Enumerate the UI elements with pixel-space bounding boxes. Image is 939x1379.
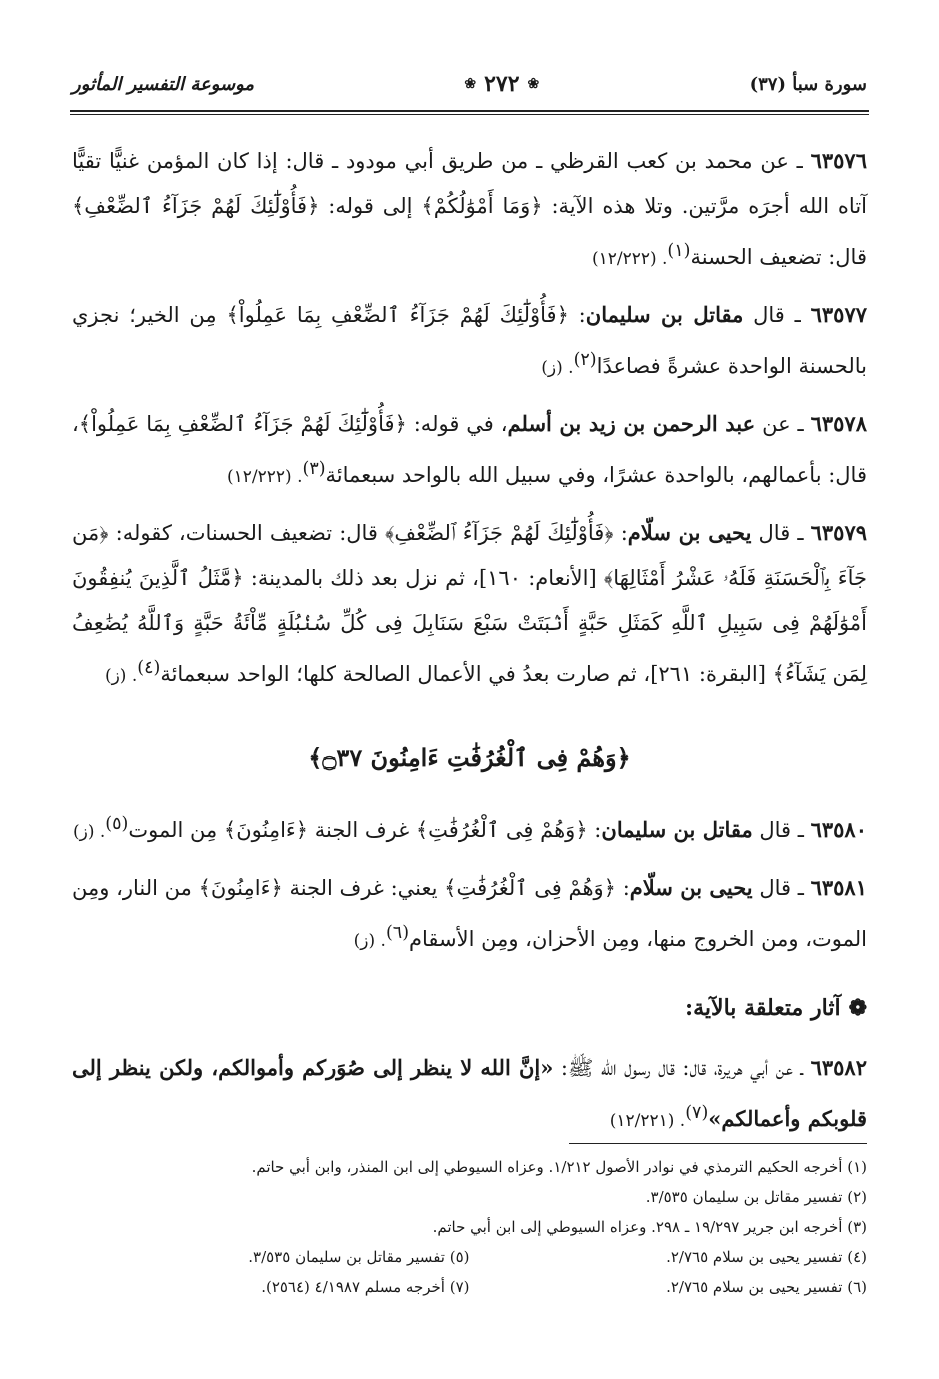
cross-reference: . (ز) bbox=[541, 358, 574, 378]
narration-text: : ﴿وَهُمْ فِى ٱلْغُرُفَٰتِ﴾ يعني: غرف الجنة ﴿ءَامِنُونَ﴾ من النار، ومِن الموت، ومن الخروج منها، ومِن الأحزان، ومِن الأسقام bbox=[72, 876, 867, 951]
footnote-marker: (٣) bbox=[302, 459, 326, 479]
narration-63577 bbox=[72, 292, 867, 391]
footnote-1: (١) أخرجه الحكيم الترمذي في نوادر الأصول ١/٢١٢. وعزاه السيوطي إلى ابن المنذر، وابن أبي حاتم. bbox=[251, 1158, 867, 1176]
footnote-5: (٥) تفسير مقاتل بن سليمان ٣/٥٣٥. bbox=[248, 1248, 470, 1266]
narration-63582 bbox=[72, 1045, 867, 1144]
narration-prefix: ـ قال bbox=[752, 818, 811, 842]
narration-number: ٦٣٥٧٧ bbox=[810, 302, 868, 327]
narration-63576 bbox=[72, 138, 867, 282]
narration-text: : ﴿فَأُوْلَٰٓئِكَ لَهُمْ جَزَآءُ ٱلضِّعْفِ بِمَا عَمِلُواْ﴾ مِن الخير؛ نجزي بالحسنة الواحدة عشرةً فصاعدًا bbox=[72, 303, 867, 378]
narration-63578 bbox=[72, 401, 867, 500]
narration-prefix: ـ قال bbox=[752, 876, 811, 900]
narration-63581 bbox=[72, 865, 867, 964]
footnote-row bbox=[72, 1272, 867, 1302]
main-text bbox=[72, 138, 867, 1154]
narration-text: : ﴿فَأُوْلَٰٓئِكَ لَهُمْ جَزَآءُ ٱلضِّعْفِ﴾ قال: تضعيف الحسنات، كقوله: ﴿مَن جَآءَ بِٱلْحَسَنَةِ فَلَهُۥ عَشْرُ أَمْثَالِهَا﴾ [الأنعام: ١٦٠]، ثم نزل بعد ذلك بالمدينة: ﴿مَّثَلُ ٱلَّذِينَ يُنفِقُونَ أَمْوَٰلَهُمْ فِى سَبِيلِ ٱللَّهِ كَمَثَلِ حَبَّةٍ أَنۢبَتَتْ سَبْعَ سَنَابِلَ فِى كُلِّ سُنۢبُلَةٍ مِّاْئَةُ حَبَّةٍ وَٱللَّهُ يُضَٰعِفُ لِمَن يَشَآءُ﴾ [البقرة: ٢٦١]، ثم صارت بعدُ في الأعمال الصالحة كلها؛ الواحد سبعمائة bbox=[72, 521, 867, 686]
ornament-icon: ❀ bbox=[527, 76, 540, 92]
section-heading-text: آثار متعلقة بالآية: bbox=[685, 995, 841, 1021]
cross-reference: . (١٢/٢٢٢) bbox=[227, 467, 303, 487]
ornament-icon: ❀ bbox=[464, 76, 477, 92]
cross-reference: . (ز) bbox=[73, 822, 106, 842]
footnote-marker: (٥) bbox=[105, 814, 129, 834]
narration-number: ٦٣٥٧٦ bbox=[810, 148, 867, 173]
hadith-text: «إنَّ الله لا ينظر إلى صُوَركم وأموالكم، ولكن ينظر إلى قلوبكم وأعمالكم» bbox=[72, 1055, 867, 1131]
footnotes bbox=[72, 1152, 867, 1302]
narration-text: ـ عن محمد بن كعب القرظي ـ من طريق أبي مودود ـ قال: إذا كان المؤمن غنيًّا تقيًّا آتاه الله أجرَه مرَّتين. وتلا هذه الآية: ﴿وَمَا أَمْوَٰلُكُمْ﴾ إلى قوله: ﴿فَأُوْلَٰٓئِكَ لَهُمْ جَزَآءُ ٱلضِّعْفِ﴾ قال: تضعيف الحسنة bbox=[72, 149, 867, 269]
header-rule bbox=[70, 110, 869, 115]
footnote-marker: (٤) bbox=[137, 658, 161, 678]
narration-number: ٦٣٥٧٨ bbox=[810, 411, 867, 436]
footnote-separator bbox=[569, 1143, 867, 1144]
page-number: ٢٧٢ bbox=[484, 71, 520, 97]
footnote-marker: (١) bbox=[667, 241, 691, 261]
footnote-marker: (٦) bbox=[385, 923, 410, 943]
narration-text: : ﴿وَهُمْ فِى ٱلْغُرُفَٰتِ﴾ غرف الجنة ﴿ءَامِنُونَ﴾ مِن الموت bbox=[128, 818, 602, 842]
narration-prefix: ـ عن bbox=[755, 412, 811, 436]
narrator-name: يحيى بن سلّام bbox=[629, 875, 753, 900]
narration-text: ـ عن أبي هريرة، قال: قال رسول الله ﷺ: bbox=[553, 1056, 811, 1080]
footnote-7: (٧) أخرجه مسلم ٤/١٩٨٧ (٢٥٦٤). bbox=[261, 1278, 470, 1296]
page-number-group bbox=[464, 71, 539, 97]
book-title: موسوعة التفسير المأثور bbox=[72, 73, 255, 95]
narration-number: ٦٣٥٧٩ bbox=[810, 520, 868, 545]
footnote-2: (٢) تفسير مقاتل بن سليمان ٣/٥٣٥. bbox=[645, 1188, 867, 1206]
flower-ornament-icon: ❁ bbox=[848, 995, 867, 1021]
footnote-marker: (٧) bbox=[685, 1103, 709, 1123]
footnote-marker: (٢) bbox=[573, 350, 597, 370]
narrator-name: يحيى بن سلّام bbox=[627, 520, 752, 545]
narration-prefix: ـ قال bbox=[743, 303, 811, 327]
cross-reference: . (ز) bbox=[353, 931, 386, 951]
footnote-3: (٣) أخرجه ابن جرير ١٩/٢٩٧ ـ ٢٩٨. وعزاه السيوطي إلى ابن أبي حاتم. bbox=[432, 1218, 867, 1236]
cross-reference: . (١٢/٢٢١) bbox=[609, 1111, 686, 1131]
cross-reference: . (١٢/٢٢٢) bbox=[591, 249, 668, 269]
narration-prefix: ـ قال bbox=[751, 521, 811, 545]
cross-reference: . (ز) bbox=[104, 666, 138, 686]
section-heading bbox=[72, 986, 867, 1031]
quran-verse-heading: ﴿وَهُمْ فِى ٱلْغُرُفَٰتِ ءَامِنُونَ ۝٣٧﴾ bbox=[308, 743, 631, 772]
narration-number: ٦٣٥٨٠ bbox=[810, 817, 867, 842]
narration-63580 bbox=[72, 802, 867, 855]
footnote-row bbox=[72, 1242, 867, 1272]
narration-number: ٦٣٥٨٢ bbox=[810, 1055, 867, 1080]
footnote-6: (٦) تفسير يحيى بن سلام ٢/٧٦٥. bbox=[666, 1278, 867, 1296]
footnote-4: (٤) تفسير يحيى بن سلام ٢/٧٦٥. bbox=[666, 1248, 867, 1266]
page-header bbox=[72, 64, 867, 104]
narrator-name: عبد الرحمن بن زيد بن أسلم bbox=[507, 411, 756, 436]
narrator-name: مقاتل بن سليمان bbox=[585, 302, 744, 327]
narration-text: ، في قوله: ﴿فَأُوْلَٰٓئِكَ لَهُمْ جَزَآءُ ٱلضِّعْفِ بِمَا عَمِلُواْ﴾، قال: بأعمالهم، بالواحدة عشرًا، وفي سبيل الله بالواحد سبعمائة bbox=[72, 412, 867, 487]
narrator-name: مقاتل بن سليمان bbox=[601, 817, 753, 842]
narration-63579 bbox=[72, 510, 867, 699]
narration-number: ٦٣٥٨١ bbox=[810, 875, 867, 900]
surah-label: سورة سبأ (٣٧) bbox=[749, 73, 867, 95]
